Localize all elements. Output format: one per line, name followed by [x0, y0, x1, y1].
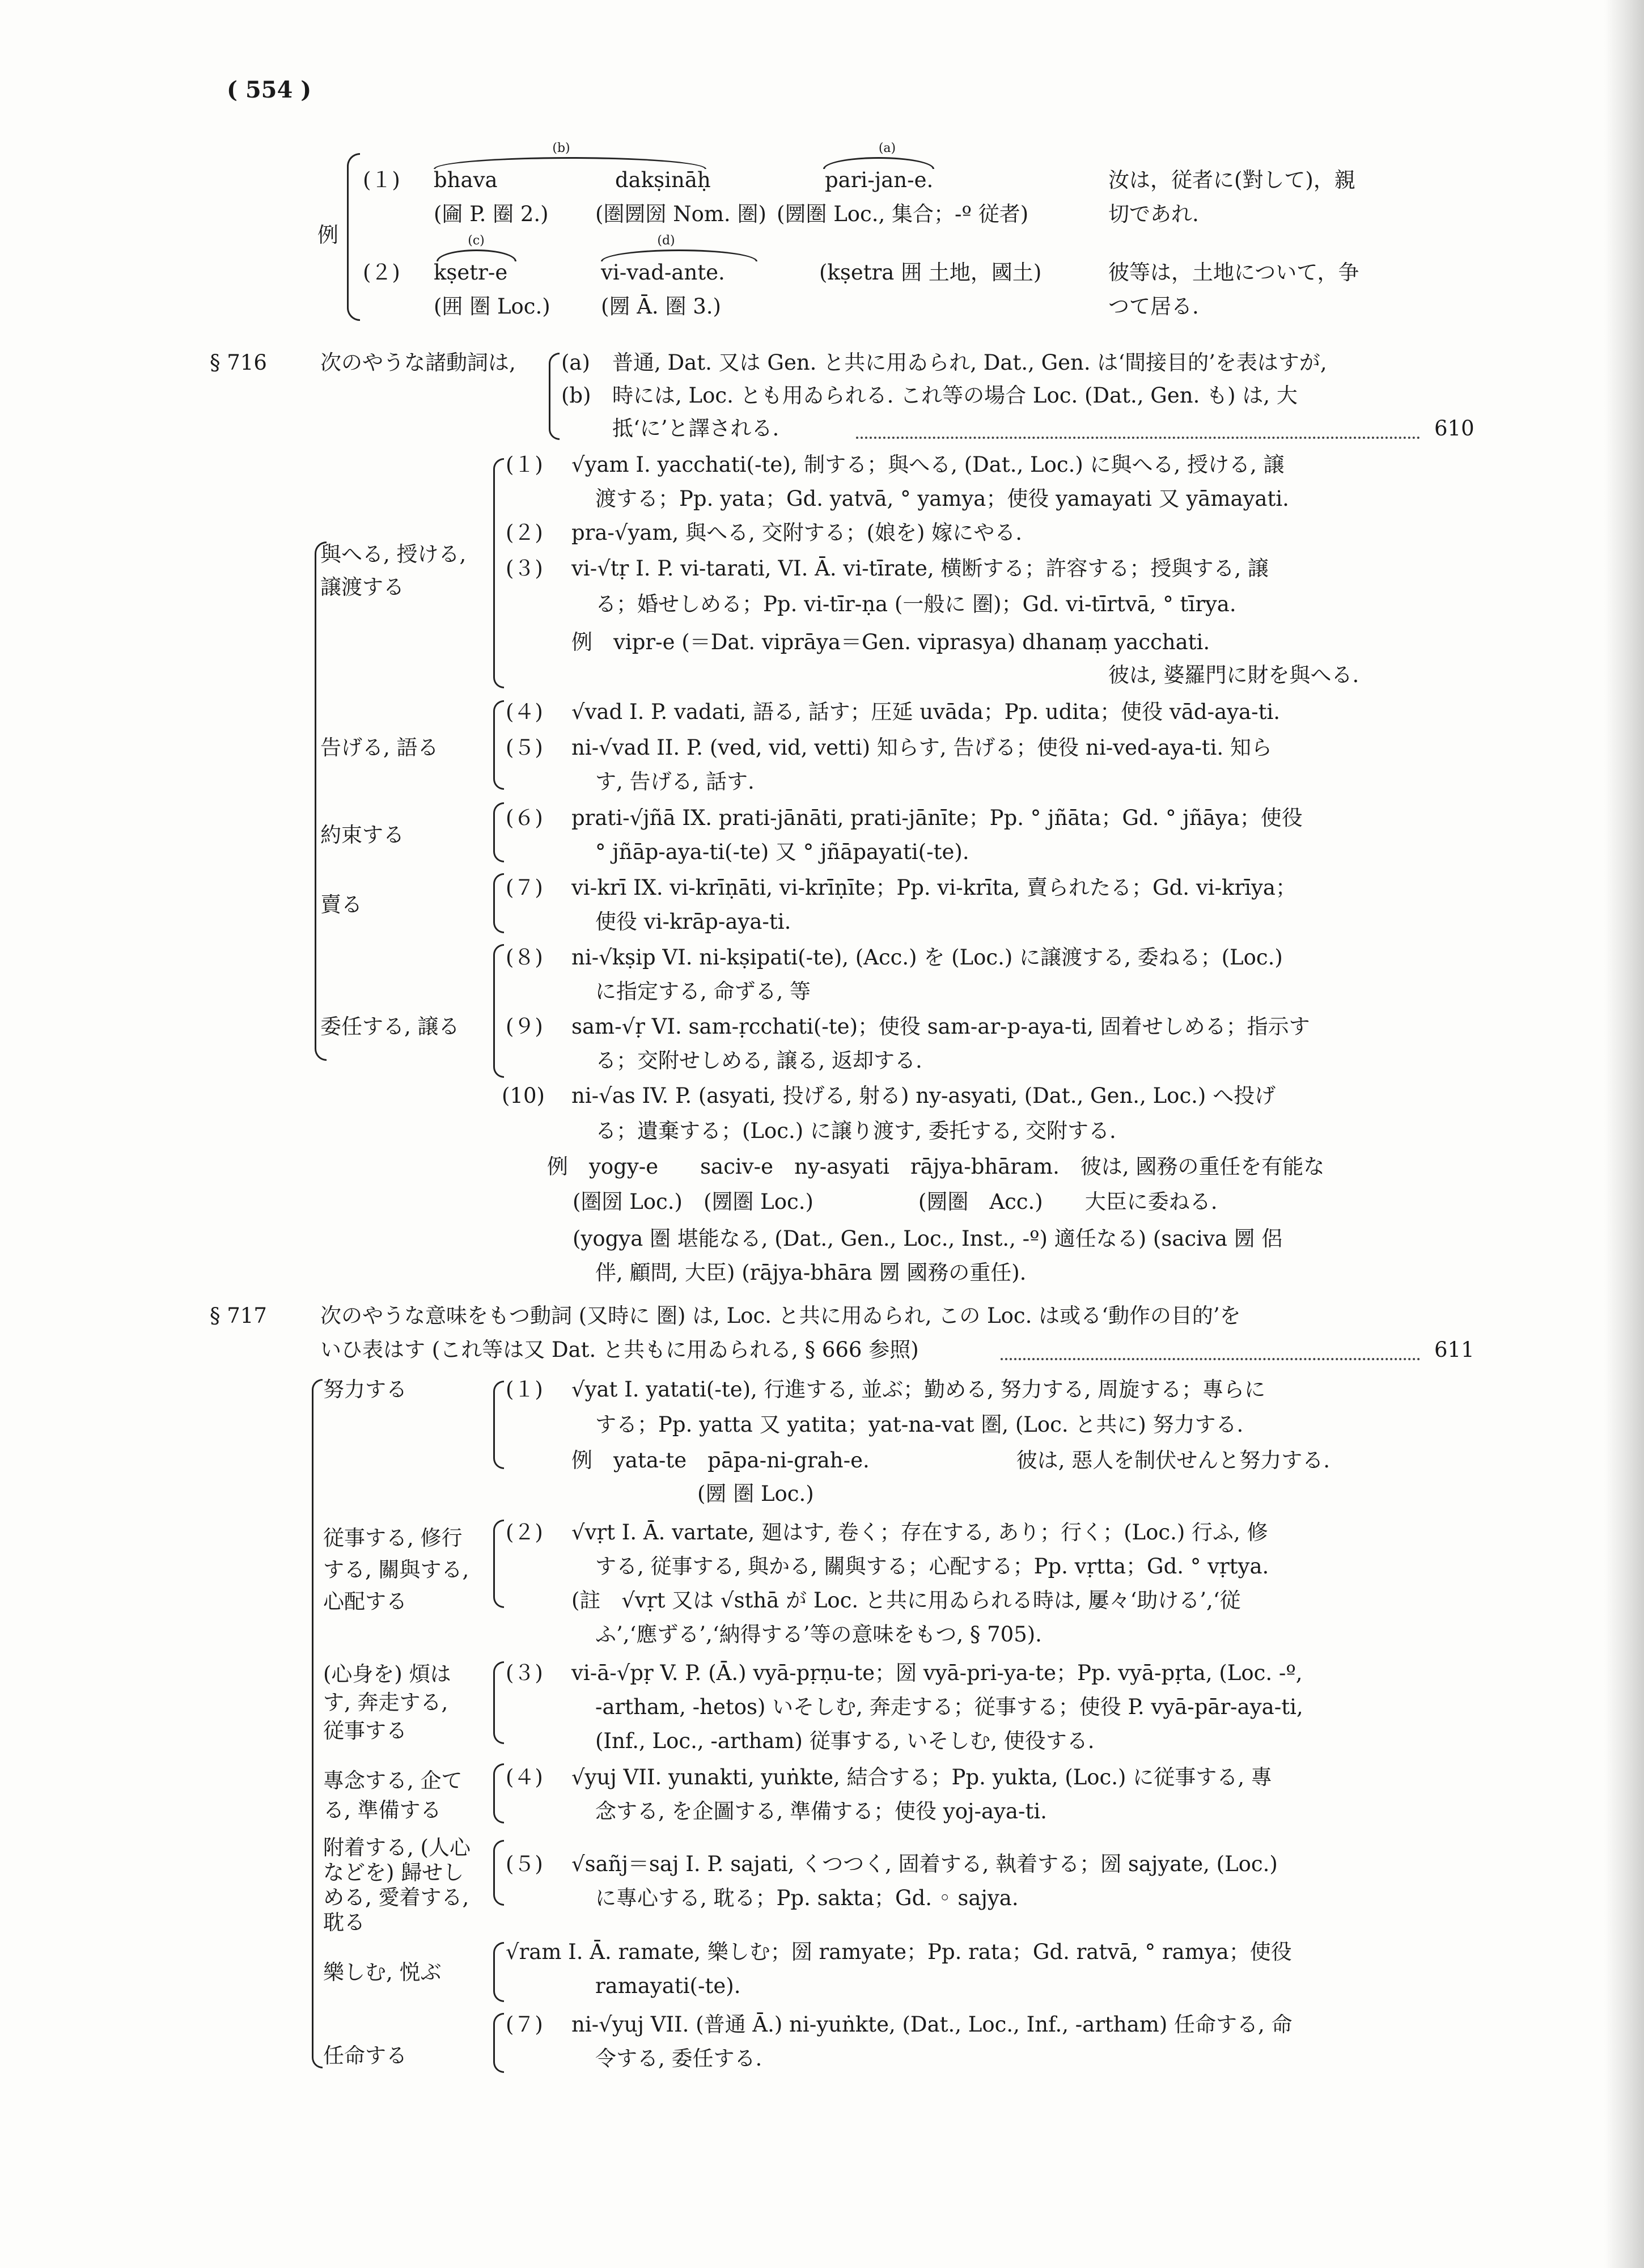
entry-line: に指定する, 命ずる, 等: [595, 979, 811, 1004]
s717-brace-1: [493, 1381, 504, 1469]
row2-translation2: つて居る.: [1108, 294, 1199, 319]
s717-cat-attach: 附着する, (人心: [323, 1835, 471, 1860]
entry-line: √yat I. yatati(-te), 行進する, 並ぶ；勤める, 努力する, 周旋する；專らに: [571, 1377, 1266, 1402]
entry-line: る；遺棄する；(Loc.) に譲り渡す, 委托する, 交附する.: [595, 1119, 1116, 1143]
entry-num: (９): [506, 1014, 543, 1039]
s716-ab-brace: [549, 353, 560, 440]
row2-anal2: (圐 Ā. 圏 3.): [601, 294, 721, 319]
s717-brace-7: [493, 2013, 504, 2073]
row2-word1: kṣetr-e: [434, 260, 508, 285]
s717-cat-devote: る, 準備する: [323, 1798, 442, 1822]
s717-cat-devote: 專念する, 企て: [323, 1768, 463, 1793]
entry-line: √sañj＝saj I. P. sajati, くつつく, 固着する, 執着する；圀 sajyate, (Loc.): [571, 1852, 1278, 1876]
row1-anal1: (圇 P. 圈 2.): [434, 202, 549, 226]
entry-line: prati-√jñā IX. prati-jānāti, prati-jānīte；Pp. ° jñāta；Gd. ° jñāya；使役: [571, 806, 1303, 830]
example-line: 例 vipr-e (＝Dat. viprāya＝Gen. viprasya) dhanaṃ yacchati.: [571, 630, 1210, 654]
s717-cat-appoint: 任命する: [323, 2043, 407, 2068]
intro-label: 例: [317, 223, 338, 247]
s716-cat-tell: 告げる, 語る: [320, 735, 439, 760]
row2-num: (２): [363, 260, 400, 285]
entry-line: sam-√ṛ VI. sam-ṛcchati(-te)；使役 sam-ar-p-aya-ti, 固着せしめる；指示す: [571, 1014, 1310, 1039]
entry-num: (３): [506, 556, 543, 581]
entry-num: (６): [506, 806, 543, 830]
entry-num: (７): [506, 875, 543, 900]
gloss-line: 伴, 顧問, 大臣) (rājya-bhāra 圐 國務の重任).: [595, 1260, 1027, 1285]
entry-num: (５): [506, 1852, 543, 1876]
entry-line: ° jñāp-aya-ti(-te) 又 ° jñāpayati(-te).: [595, 840, 969, 864]
s717-brace-5: [493, 1840, 504, 1906]
row1-translation2: 切であれ.: [1108, 202, 1199, 226]
s717-cat-attach: などを) 歸せし: [323, 1860, 464, 1885]
entry-num: (４): [506, 700, 543, 724]
entry-num: (２): [506, 1520, 543, 1545]
entry-line: ni-√as IV. P. (asyati, 投げる, 射る) ny-asyati, (Dat., Gen., Loc.) へ投げ: [571, 1084, 1276, 1108]
entry-line: 令する, 委任する.: [595, 2046, 762, 2071]
gloss-line: (yogya 圏 堪能なる, (Dat., Gen., Loc., Inst., -º) 適任なる) (saciva 圐 侶: [573, 1226, 1283, 1251]
entry-line: す, 告げる, 話す.: [595, 769, 755, 794]
entry-line: ni-√kṣip VI. ni-kṣipati(-te), (Acc.) を (Loc.) に譲渡する, 委ねる；(Loc.): [571, 945, 1283, 970]
s716-label-b: (b): [561, 383, 591, 408]
s716-cat-give2: 譲渡する: [320, 575, 404, 599]
s717-cat-engage: する, 關與する,: [323, 1558, 469, 1582]
s716-text-c: 抵‘に’と譯される.: [612, 416, 779, 441]
s716-brace-3: [493, 802, 504, 862]
row1-anal2: (圏圐圀 Nom. 圏): [595, 202, 766, 226]
entry-line: vi-ā-√pṛ V. P. (Ā.) vyā-pṛṇu-te；圀 vyā-pri-ya-te；Pp. vyā-pṛta, (Loc. -º,: [571, 1661, 1303, 1685]
s716-brace-5: [493, 944, 504, 1078]
s716-text-b: 時には, Loc. とも用ゐられる. これ等の場合 Loc. (Dat., Gen. も) は, 大: [612, 383, 1298, 408]
entry-line: vi-krī IX. vi-krīṇāti, vi-krīṇīte；Pp. vi-krīta, 賣られたる；Gd. vi-krīya；: [571, 875, 1296, 900]
s717-cat-strive: 努力する: [323, 1377, 407, 1402]
s717-brace-4: [493, 1763, 504, 1823]
s717-heading: 次のやうな意味をもつ動詞 (又時に 圏) は, Loc. と共に用ゐられ, この Loc. は或る‘動作の目的’を: [320, 1304, 1241, 1328]
s716-cat-give: 與へる, 授ける,: [320, 542, 467, 566]
example-analysis: (圐 圏 Loc.): [571, 1482, 814, 1506]
example-analysis: (圏圀 Loc.) (圐圏 Loc.) (圐圏 Acc.) 大臣に委ねる.: [573, 1190, 1218, 1214]
entry-line: -artham, -hetos) いそしむ, 奔走する；従事する；使役 P. vyā-pār-aya-ti,: [595, 1695, 1303, 1719]
s716-leader: [856, 437, 1420, 439]
entry-line: √yuj VII. yunakti, yuṅkte, 結合する；Pp. yukta, (Loc.) に従事する, 專: [571, 1765, 1272, 1789]
entry-line: 渡する；Pp. yata；Gd. yatvā, ° yamya；使役 yamayati 又 yāmayati.: [595, 486, 1289, 511]
row1-word1: bhava: [434, 168, 498, 192]
row2-gloss: (kṣetra 囲 土地，國土): [819, 260, 1042, 285]
s717-outer-brace: [312, 1379, 323, 2068]
entry-line: に專心する, 耽る；Pp. sakta；Gd. ◦ sajya.: [595, 1886, 1019, 1910]
s717-leader: [1001, 1358, 1420, 1360]
entry-num: (５): [506, 735, 543, 760]
s716-text-a: 普通, Dat. 又は Gen. と共に用ゐられ, Dat., Gen. は‘間接目的’を表はすが,: [612, 350, 1327, 375]
entry-line: ni-√yuj VII. (普通 Ā.) ni-yuṅkte, (Dat., Loc., Inf., -artham) 任命する, 命: [571, 2012, 1293, 2037]
s717-cat-busy: (心身を) 煩は: [323, 1662, 451, 1686]
entry-num: (10): [502, 1084, 545, 1108]
entry-num: (３): [506, 1661, 543, 1685]
entry-num: (２): [506, 521, 543, 545]
s717-cat-attach: 耽る: [323, 1910, 365, 1935]
marker-c: (c): [468, 234, 485, 248]
s717-heading2: いひ表はす (これ等は又 Dat. と共もに用ゐられる, § 666 参照): [320, 1338, 919, 1362]
entry-line: vi-√tṛ I. P. vi-tarati, VI. Ā. vi-tīrate, 横断する；許容する；授與する, 譲: [571, 556, 1269, 581]
s716-brace-2: [493, 700, 504, 790]
marker-a: (a): [878, 141, 896, 155]
s717-cat-engage: 従事する, 修行: [323, 1526, 463, 1550]
entry-line: √vṛt I. Ā. vartate, 廻はす, 卷く；存在する, あり；行く；(Loc.) 行ふ, 修: [571, 1520, 1268, 1545]
entry-num: (７): [506, 2012, 543, 2037]
entry-line: る；婚せしめる；Pp. vi-tīr-ṇa (一般に 圏)；Gd. vi-tīrtvā, ° tīrya.: [595, 592, 1236, 616]
s716-brace-4: [493, 873, 504, 933]
s717-cat-engage: 心配する: [323, 1589, 407, 1614]
s717-brace-2: [493, 1520, 504, 1608]
s716-cat-sell: 賣る: [320, 892, 362, 917]
s717-cat-enjoy: 樂しむ, 悦ぶ: [323, 1960, 442, 1984]
s717-ref: 611: [1434, 1338, 1474, 1362]
row2-anal1: (囲 圏 Loc.): [434, 294, 550, 319]
s716-brace-1: [493, 458, 504, 688]
row2-translation: 彼等は，土地について，争: [1108, 260, 1359, 285]
entry-line: する；Pp. yatta 又 yatita；yat-na-vat 圏, (Loc. と共に) 努力する.: [595, 1412, 1244, 1437]
s717-number: § 717: [210, 1304, 267, 1328]
page-number: ( 554 ): [227, 77, 312, 103]
entry-line: √yam I. yacchati(-te), 制する；與へる, (Dat., Loc.) に與へる, 授ける, 譲: [571, 452, 1285, 477]
page-edge-shadow: [1604, 0, 1644, 2268]
s716-outer-brace: [315, 541, 327, 1061]
entry-line: する, 従事する, 與かる, 關與する；心配する；Pp. vṛtta；Gd. ° vṛtya.: [595, 1554, 1269, 1579]
entry-line: る；交附せしめる, 譲る, 返却する.: [595, 1048, 922, 1073]
entry-num: (８): [506, 945, 543, 970]
entry-line: √ram I. Ā. ramate, 樂しむ；圀 ramyate；Pp. rata；Gd. ratvā, ° ramya；使役: [506, 1940, 1292, 1964]
entry-line: √vad I. P. vadati, 語る, 話す；圧延 uvāda；Pp. udita；使役 vād-aya-ti.: [571, 700, 1281, 724]
note-line: ふ’,‘應ずる’,‘納得する’等の意味をもつ, § 705).: [595, 1622, 1042, 1647]
entry-num: (１): [506, 452, 543, 477]
marker-b: (b): [552, 141, 570, 155]
intro-brace: [347, 153, 360, 321]
s716-label-a: (a): [561, 350, 590, 375]
example-translation: 彼は, 婆羅門に財を與へる.: [1108, 663, 1359, 687]
entry-line: 念する, を企圖する, 準備する；使役 yoj-aya-ti.: [595, 1799, 1047, 1823]
s716-cat-promise: 約束する: [320, 823, 404, 847]
s716-cat-entrust: 委任する, 譲る: [320, 1014, 460, 1039]
entry-num: (１): [506, 1377, 543, 1402]
row1-num: (１): [363, 168, 400, 192]
s716-heading: 次のやうな諸動詞は,: [320, 350, 516, 375]
entry-line: ramayati(-te).: [595, 1974, 741, 1998]
entry-line: (Inf., Loc., -artham) 従事する, いそしむ, 使役する.: [595, 1729, 1095, 1753]
row1-word3: pari-jan-e.: [825, 168, 934, 192]
s717-cat-busy: す, 奔走する,: [323, 1690, 448, 1715]
s717-cat-attach: める, 愛着する,: [323, 1885, 469, 1910]
entry-line: 使役 vi-krāp-aya-ti.: [595, 909, 791, 934]
example-line: 例 yata-te pāpa-ni-grah-e. 彼は, 惡人を制伏せんと努力する.: [571, 1448, 1331, 1472]
example-line: 例 yogy-e saciv-e ny-asyati rājya-bhāram. 彼は, 國務の重任を有能な: [547, 1154, 1325, 1179]
entry-line: pra-√yam, 與へる, 交附する；(娘を) 嫁にやる.: [571, 521, 1022, 545]
marker-d: (d): [657, 234, 675, 248]
note-line: (註 √vṛt 又は √sthā が Loc. と共に用ゐられる時は, 屢々‘助ける’,‘従: [571, 1588, 1241, 1613]
s717-brace-6: [493, 1942, 504, 2002]
row1-word2: dakṣināḥ: [615, 168, 711, 192]
s716-ref: 610: [1434, 416, 1474, 441]
entry-line: ni-√vad II. P. (ved, vid, vetti) 知らす, 告げる；使役 ni-ved-aya-ti. 知ら: [571, 735, 1272, 760]
row2-word2: vi-vad-ante.: [601, 260, 725, 285]
s716-number: § 716: [210, 350, 267, 375]
entry-num: (４): [506, 1765, 543, 1789]
row1-translation: 汝は，従者に(對して)，親: [1108, 168, 1355, 192]
row1-anal3: (圐圏 Loc., 集合；-º 従者): [777, 202, 1029, 226]
s717-cat-busy: 従事する: [323, 1719, 407, 1743]
s717-brace-3: [493, 1661, 504, 1744]
